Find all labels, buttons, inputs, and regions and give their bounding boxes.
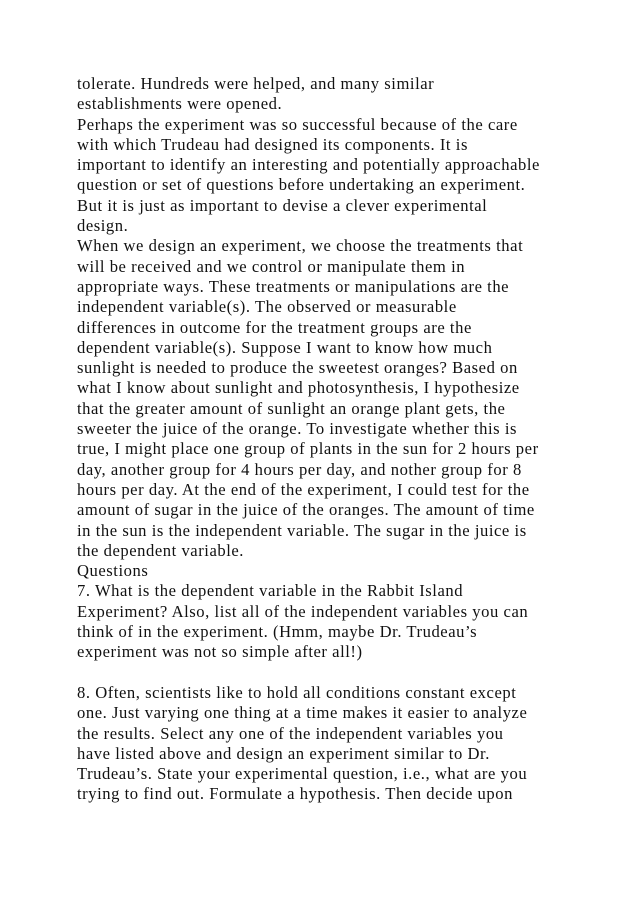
text-line: experiment was not so simple after all!) xyxy=(77,642,363,662)
text-line: Experiment? Also, list all of the independent variables you can xyxy=(77,601,529,621)
text-line: Questions xyxy=(77,561,149,581)
paragraph-gap xyxy=(77,663,577,683)
text-line: sunlight is needed to produce the sweetest oranges? Based on xyxy=(77,358,518,378)
text-line: question or set of questions before undertaking an experiment. xyxy=(77,175,526,195)
text-line: design. xyxy=(77,216,129,236)
text-line: the results. Select any one of the independent variables you xyxy=(77,723,504,743)
text-line: in the sun is the independent variable. The sugar in the juice is xyxy=(77,520,527,540)
text-line: establishments were opened. xyxy=(77,94,283,114)
text-line: 8. Often, scientists like to hold all conditions constant except xyxy=(77,682,517,702)
text-line: When we design an experiment, we choose the treatments that xyxy=(77,236,524,256)
text-line: Trudeau’s. State your experimental question, i.e., what are you xyxy=(77,764,528,784)
text-line: But it is just as important to devise a clever experimental xyxy=(77,195,488,215)
text-line: dependent variable(s). Suppose I want to know how much xyxy=(77,337,493,357)
text-line: true, I might place one group of plants in the sun for 2 hours per xyxy=(77,439,539,459)
text-line: sweeter the juice of the orange. To investigate whether this is xyxy=(77,419,518,439)
text-line: will be received and we control or manipulate them in xyxy=(77,256,466,276)
text-line: Perhaps the experiment was so successful because of the care xyxy=(77,114,518,134)
text-line: appropriate ways. These treatments or manipulations are the xyxy=(77,276,510,296)
text-line: think of in the experiment. (Hmm, maybe Dr. Trudeau’s xyxy=(77,622,478,642)
text-line: hours per day. At the end of the experiment, I could test for the xyxy=(77,479,530,499)
text-line: that the greater amount of sunlight an orange plant gets, the xyxy=(77,398,506,418)
text-line: independent variable(s). The observed or measurable xyxy=(77,297,457,317)
text-line: trying to find out. Formulate a hypothesis. Then decide upon xyxy=(77,784,513,804)
text-line: have listed above and design an experiment similar to Dr. xyxy=(77,743,490,763)
document-body-text xyxy=(77,74,577,805)
text-line: the dependent variable. xyxy=(77,540,244,560)
text-line: day, another group for 4 hours per day, and nother group for 8 xyxy=(77,459,522,479)
text-line: 7. What is the dependent variable in the Rabbit Island xyxy=(77,581,464,601)
text-line: differences in outcome for the treatment groups are the xyxy=(77,317,472,337)
text-line: what I know about sunlight and photosynthesis, I hypothesize xyxy=(77,378,520,398)
text-line: amount of sugar in the juice of the oranges. The amount of time xyxy=(77,500,535,520)
text-line: one. Just varying one thing at a time makes it easier to analyze xyxy=(77,703,528,723)
text-line: with which Trudeau had designed its components. It is xyxy=(77,134,468,154)
text-line: important to identify an interesting and potentially approachable xyxy=(77,155,540,175)
text-line: tolerate. Hundreds were helped, and many similar xyxy=(77,74,435,93)
